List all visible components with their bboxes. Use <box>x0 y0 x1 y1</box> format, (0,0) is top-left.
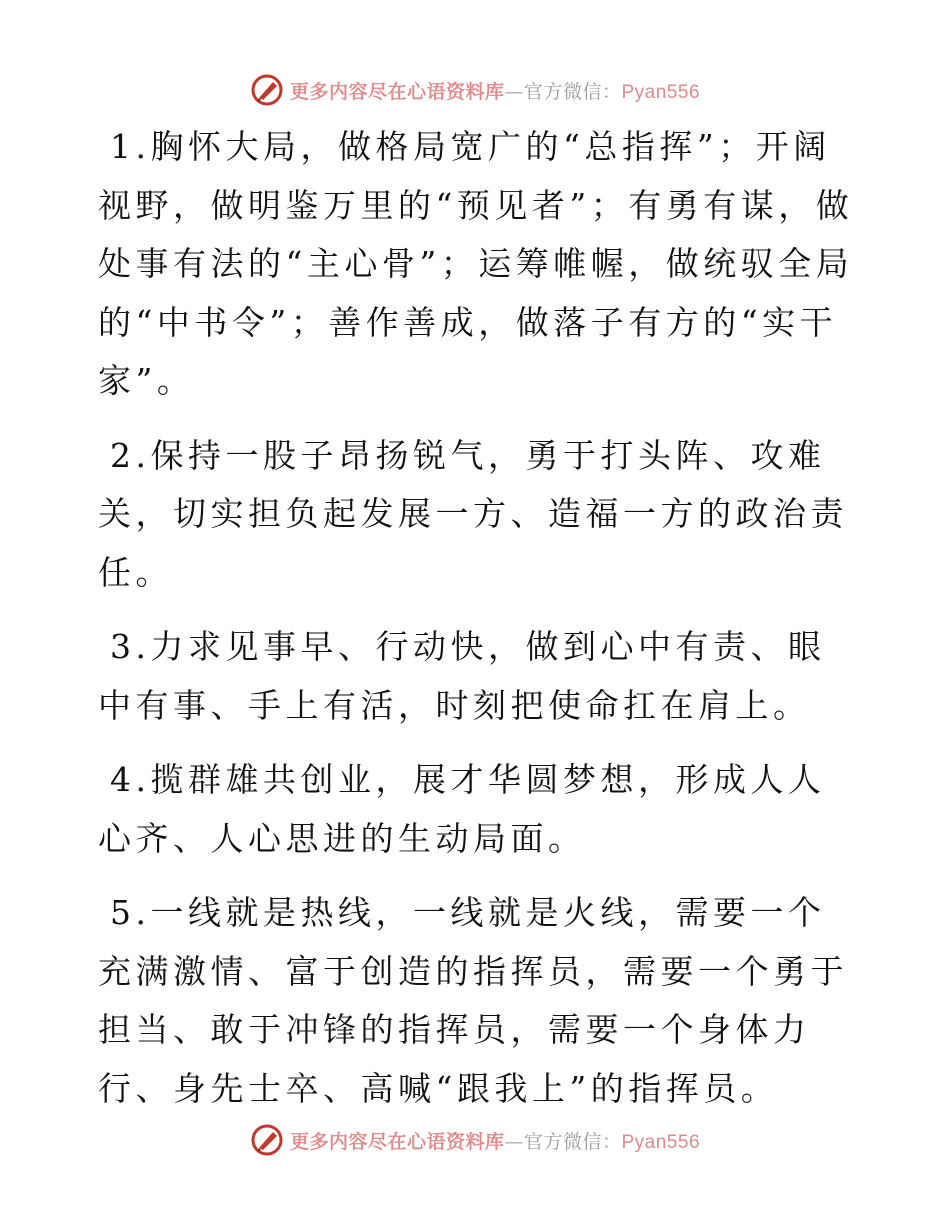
watermark-wechat-id: Pyan556 <box>621 81 701 103</box>
paragraph-4: 4.揽群雄共创业，展才华圆梦想，形成人人心齐、人心思进的生动局面。 <box>98 760 826 858</box>
paragraph-1: 1.胸怀大局，做格局宽广的“总指挥”；开阔视野，做明鉴万里的“预见者”；有勇有谋，做处事有法的“主心骨”；运筹帷幄，做统驭全局的“中书令”；善作善成，做落子有方的“实干家”。 <box>98 127 854 400</box>
watermark-main: 更多内容尽在心语资料库 <box>289 1130 505 1153</box>
header-watermark <box>0 70 950 110</box>
watermark-dash: — <box>504 80 524 103</box>
watermark-official-label: 官方微信： <box>523 80 622 103</box>
watermark-text <box>290 77 700 104</box>
document-body <box>98 118 858 1134</box>
watermark-text <box>290 1127 700 1154</box>
paragraph-3: 3.力求见事早、行动快，做到心中有责、眼中有事、手上有活，时刻把使命扛在肩上。 <box>98 627 826 725</box>
pen-logo-icon <box>250 73 284 107</box>
watermark-main: 更多内容尽在心语资料库 <box>289 80 505 103</box>
watermark-wechat-id: Pyan556 <box>621 1131 701 1153</box>
watermark-dash: — <box>504 1130 524 1153</box>
footer-watermark <box>0 1120 950 1160</box>
watermark-official-label: 官方微信： <box>523 1130 622 1153</box>
paragraph-2: 2.保持一股子昂扬锐气，勇于打头阵、攻难关，切实担负起发展一方、造福一方的政治责任。 <box>98 435 848 592</box>
pen-logo-icon <box>250 1123 284 1157</box>
paragraph-5: 5.一线就是热线，一线就是火线，需要一个充满激情、富于创造的指挥员，需要一个勇于担当、敢于冲锋的指挥员，需要一个身体力行、身先士卒、高喊“跟我上”的指挥员。 <box>98 893 848 1108</box>
